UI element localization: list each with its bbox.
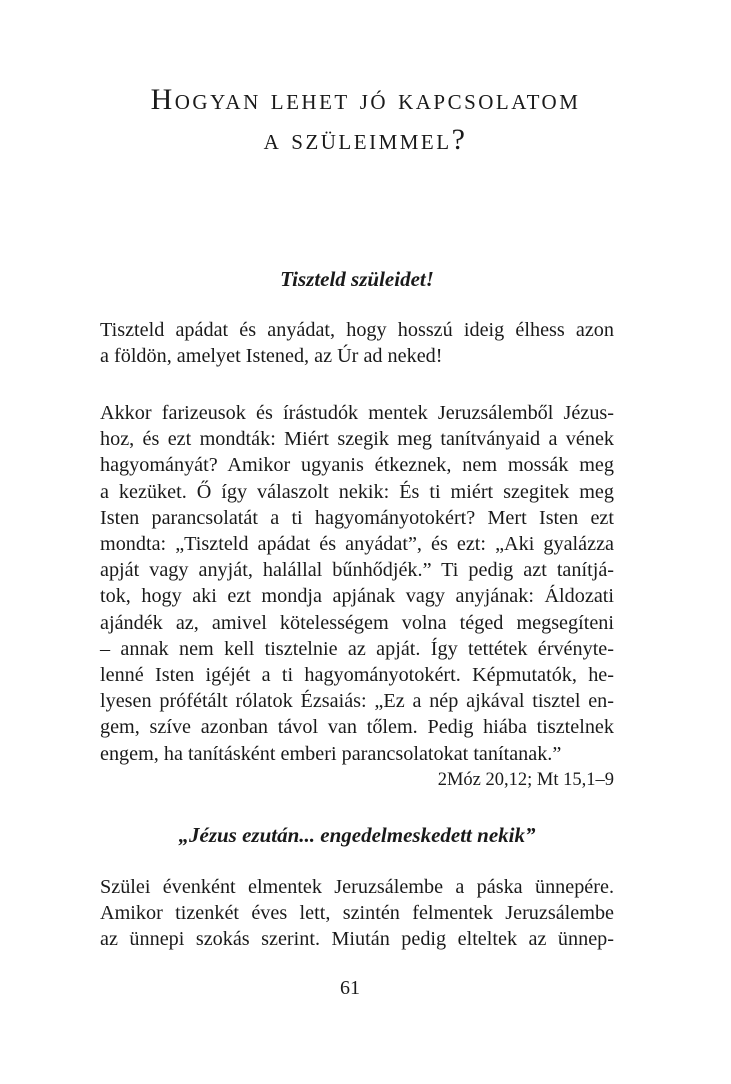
text-line: apját vagy anyját, halállal bűnhődjék.” Ti pedig azt tanítjá- <box>100 559 614 582</box>
text-line: Isten parancsolatát a ti hagyományotokért? Mert Isten ezt <box>100 506 614 529</box>
text-line: Akkor farizeusok és írástudók mentek Jeruzsálemből Jézus- <box>100 402 614 424</box>
luke-paragraph <box>100 874 614 953</box>
text-line: Tiszteld apádat és anyádat, hogy hosszú ideig élhess azon <box>100 319 614 341</box>
page-number: 61 <box>340 977 360 999</box>
chapter-title <box>0 80 731 160</box>
text-line: Amikor tizenkét éves lett, szintén felmentek Jeruzsálembe <box>100 902 614 925</box>
text-line: hagyományát? Amikor ugyanis étkeznek, nem mossák meg <box>100 454 614 477</box>
text-line: mondta: „Tiszteld apádat és anyádat”, és ezt: „Aki gyalázza <box>100 533 614 556</box>
text-line: Szülei évenként elmentek Jeruzsálembe a páska ünnepére. <box>100 876 614 898</box>
section-heading-honor-parents: Tiszteld szüleidet! <box>280 267 434 291</box>
chapter-title-line-2: a szüleimmel? <box>263 123 468 156</box>
section-heading-jesus-obeyed: „Jézus ezután... engedelmeskedett nekik” <box>178 823 536 847</box>
chapter-title-line-1: Hogyan lehet jó kapcsolatom <box>150 83 581 116</box>
text-line: az ünnepi szokás szerint. Miután pedig elteltek az ünnep- <box>100 928 614 951</box>
intro-paragraph <box>100 317 614 369</box>
text-line: lyesen prófétált rólatok Ézsaiás: „Ez a nép ajkával tisztel en- <box>100 690 614 713</box>
text-line: – annak nem kell tisztelnie az apját. Így tettétek érvényte- <box>100 637 614 660</box>
scripture-paragraph <box>100 400 614 767</box>
text-line: a földön, amelyet Istened, az Úr ad neked! <box>100 345 443 368</box>
text-line: hoz, és ezt mondták: Miért szegik meg tanítványaid a vének <box>100 428 614 451</box>
text-line: ajándék az, amivel kötelességem volna téged megsegíteni <box>100 611 614 634</box>
text-line: gem, szíve azonban távol van tőlem. Pedig hiába tisztelnek <box>100 716 614 739</box>
text-line: engem, ha tanításként emberi parancsolatokat tanítanak.” <box>100 742 562 765</box>
text-line: lenné Isten igéjét a ti hagyományotokért. Képmutatók, he- <box>100 664 614 687</box>
scripture-reference: 2Móz 20,12; Mt 15,1–9 <box>437 770 614 790</box>
text-line: a kezüket. Ő így válaszolt nekik: És ti miért szegitek meg <box>100 480 614 503</box>
text-line: tok, hogy aki ezt mondja apjának vagy anyjának: Áldozati <box>100 585 614 608</box>
